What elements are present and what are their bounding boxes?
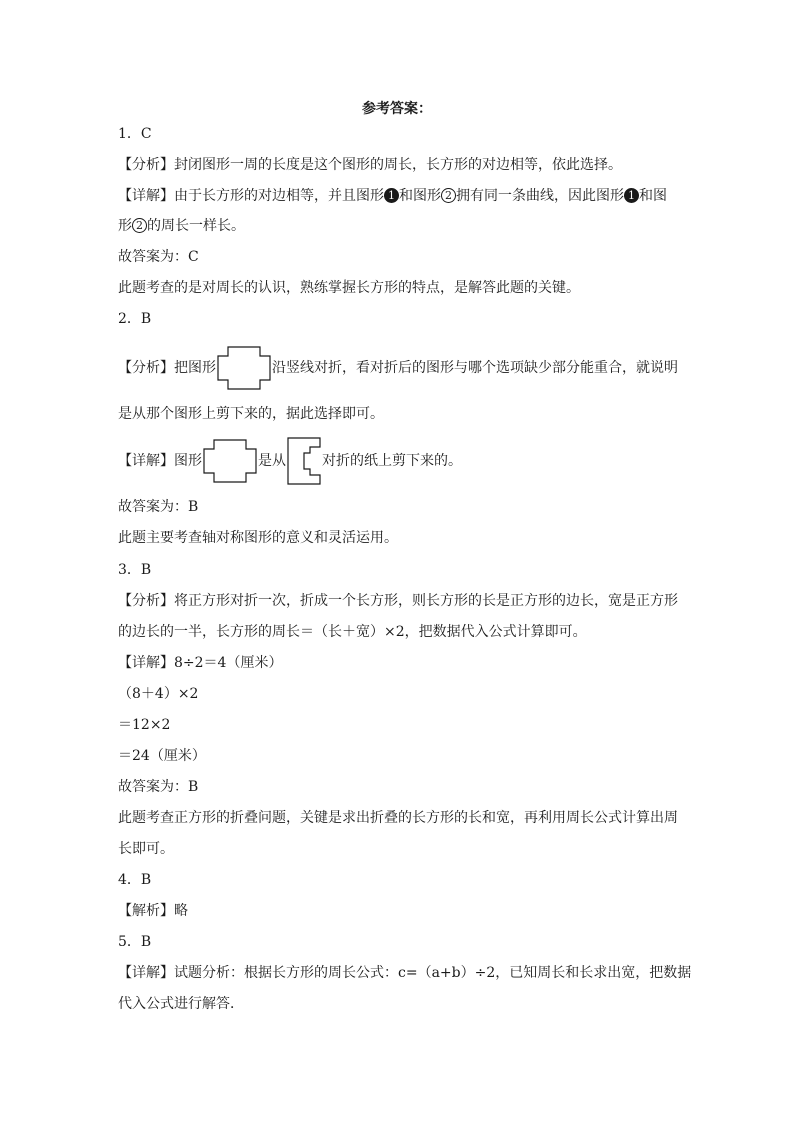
q3-summary-line1: 此题考查正方形的折叠问题，关键是求出折叠的长方形的长和宽，再利用周长公式计算出周	[118, 810, 678, 826]
q1-summary: 此题考查的是对周长的认识，熟练掌握长方形的特点，是解答此题的关键。	[118, 280, 580, 296]
q1-detail-line2	[118, 216, 678, 236]
q2-answer: 故答案为：B	[118, 499, 199, 515]
circled-number-2: 2	[441, 188, 456, 203]
q1-detail-line1	[118, 186, 678, 206]
q1-answer: 故答案为：C	[118, 249, 199, 265]
q3-calc-line1: （8＋4）×2	[118, 686, 199, 702]
q2-detail-text-b: 是从	[258, 453, 286, 469]
q3-answer: 故答案为：B	[118, 779, 199, 795]
q3-calc-line3: ＝24（厘米）	[118, 748, 206, 764]
q4-number: 4．B	[118, 872, 152, 888]
q2-summary: 此题主要考查轴对称图形的意义和灵活运用。	[118, 530, 398, 546]
q1-detail2-text-a: 形	[118, 218, 132, 234]
q1-detail2-text-b: 的周长一样长。	[147, 218, 245, 234]
cross-shape-figure	[216, 346, 272, 390]
q2-analysis-line2: 是从那个图形上剪下来的，据此选择即可。	[118, 406, 384, 422]
q2-analysis-text-a: 【分析】把图形	[118, 360, 216, 376]
q3-number: 3．B	[118, 562, 152, 578]
q1-number: 1．C	[118, 126, 152, 142]
q2-detail-line	[118, 436, 678, 486]
q2-analysis-text-b: 沿竖线对折，看对折后的图形与哪个选项缺少部分能重合，就说明	[272, 360, 678, 376]
q5-detail-line1: 【详解】试题分析：根据长方形的周长公式：c=（a+b）÷2，已知周长和长求出宽，把数据	[118, 965, 692, 981]
q1-detail-text-a: 【详解】由于长方形的对边相等，并且图形	[118, 188, 384, 204]
q5-number: 5．B	[118, 934, 152, 950]
q3-calc-line2: ＝12×2	[118, 717, 171, 733]
folded-paper-figure	[286, 437, 322, 485]
q2-detail-text-c: 对折的纸上剪下来的。	[322, 453, 462, 469]
q4-analysis: 【解析】略	[118, 903, 188, 919]
q2-analysis-line1	[118, 343, 678, 393]
q3-analysis-line2: 的边长的一半，长方形的周长＝（长＋宽）×2，把数据代入公式计算即可。	[118, 624, 587, 640]
circled-number-1: 1	[384, 188, 399, 203]
q1-detail-text-c: 拥有同一条曲线，因此图形	[456, 188, 624, 204]
circled-number-1: 1	[624, 188, 639, 203]
cross-shape-figure	[202, 439, 258, 483]
q2-number: 2．B	[118, 311, 152, 327]
q2-detail-text-a: 【详解】图形	[118, 453, 202, 469]
q1-detail-text-d: 和图	[639, 188, 667, 204]
q1-analysis: 【分析】封闭图形一周的长度是这个图形的周长，长方形的对边相等，依此选择。	[118, 157, 622, 173]
circled-number-2: 2	[132, 218, 147, 233]
q3-detail-line1: 【详解】8÷2＝4（厘米）	[118, 655, 283, 671]
page-title: 参考答案：	[362, 101, 432, 117]
q3-summary-line2: 长即可。	[118, 841, 174, 857]
q5-detail-line2: 代入公式进行解答．	[118, 996, 244, 1012]
q1-detail-text-b: 和图形	[399, 188, 441, 204]
q3-analysis-line1: 【分析】将正方形对折一次，折成一个长方形，则长方形的长是正方形的边长，宽是正方形	[118, 593, 678, 609]
